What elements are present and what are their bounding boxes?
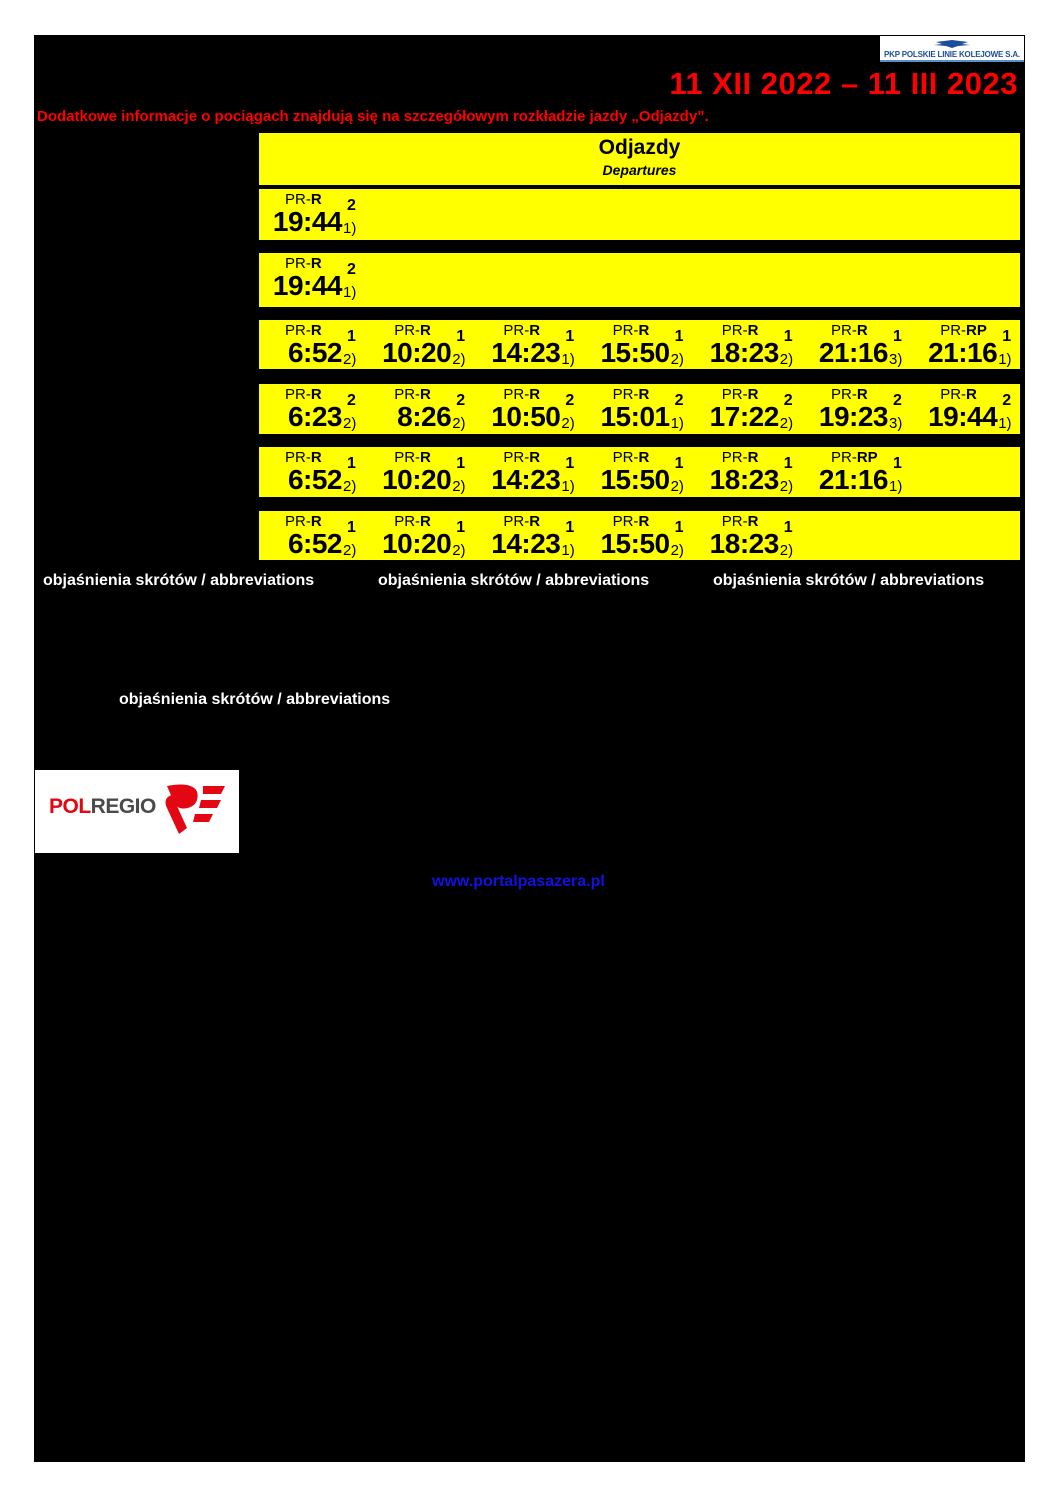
polregio-wordmark — [49, 795, 156, 819]
pkp-logo-text: PKP POLSKIE LINIE KOLEJOWE S.A. — [884, 50, 1020, 59]
pkp-wings-icon — [932, 38, 972, 50]
train-type: R — [638, 449, 650, 466]
departure-time: 18:23 — [709, 528, 779, 559]
departure-entry — [259, 253, 367, 303]
departure-time: 15:01 — [600, 401, 670, 432]
train-class: 1 — [783, 328, 793, 345]
train-type: R — [420, 322, 431, 339]
train-operator: PR- — [394, 513, 421, 530]
train-operator: PR- — [394, 386, 421, 403]
departure-time: 15:50 — [600, 337, 670, 368]
train-type: R — [747, 386, 759, 403]
train-operator: PR- — [503, 513, 530, 530]
train-type: R — [529, 386, 541, 403]
departure-entry — [259, 447, 367, 497]
train-operator: PR- — [503, 449, 530, 466]
train-operator: PR- — [285, 255, 311, 272]
footnote-ref: 2) — [452, 542, 466, 559]
train-operator: PR- — [612, 513, 639, 530]
footnote-ref: 1) — [998, 415, 1012, 432]
train-operator: PR- — [940, 322, 967, 339]
train-operator: PR- — [285, 191, 311, 208]
departure-time: 14:23 — [491, 528, 561, 559]
departure-entry — [368, 384, 476, 434]
train-type: R — [638, 513, 650, 530]
departure-time: 18:23 — [709, 464, 779, 495]
departure-time: 14:23 — [491, 464, 561, 495]
train-class: 1 — [565, 455, 575, 472]
departure-time: 6:52 — [287, 464, 342, 495]
train-operator: PR- — [721, 449, 748, 466]
polregio-pol: POL — [49, 795, 91, 818]
train-operator: PR- — [612, 386, 639, 403]
footnote-ref: 2) — [670, 542, 684, 559]
train-class: 1 — [347, 519, 356, 536]
footnote-ref: 2) — [452, 351, 466, 368]
abbreviations-label-1: objaśnienia skrótów / abbreviations — [43, 572, 315, 589]
train-operator: PR- — [721, 513, 748, 530]
departure-time: 6:52 — [287, 528, 342, 559]
abbreviations-label-4: objaśnienia skrótów / abbreviations — [119, 691, 391, 708]
train-operator: PR- — [285, 449, 311, 466]
departure-row — [258, 319, 1021, 370]
train-type: R — [310, 449, 322, 466]
train-class: 2 — [565, 392, 575, 409]
train-operator: PR- — [394, 322, 421, 339]
footnote-ref: 1) — [343, 220, 357, 237]
train-operator: PR- — [612, 322, 639, 339]
train-class: 2 — [347, 261, 356, 278]
footnote-ref: 2) — [343, 351, 357, 368]
train-class: 2 — [893, 392, 902, 409]
train-class: 1 — [456, 519, 466, 536]
train-type: R — [310, 322, 322, 339]
pkp-logo — [880, 36, 1024, 62]
timetable-sheet — [34, 35, 1025, 1462]
train-type: R — [529, 513, 541, 530]
train-class: 1 — [893, 455, 902, 472]
footnote-ref: 3) — [889, 415, 903, 432]
train-operator: PR- — [831, 322, 857, 339]
footnote-ref: 1) — [670, 415, 684, 432]
departure-entry — [477, 447, 585, 497]
abbreviations-label-3: objaśnienia skrótów / abbreviations — [713, 572, 985, 589]
footnote-ref: 2) — [779, 542, 794, 559]
footnote-ref: 2) — [779, 415, 794, 432]
train-class: 1 — [565, 519, 575, 536]
departure-entry — [587, 384, 695, 434]
departure-entry — [259, 320, 367, 370]
train-class: 2 — [1002, 392, 1012, 409]
departure-time: 21:16 — [818, 337, 888, 368]
header-subtitle: Departures — [602, 162, 677, 178]
footnote-ref: 2) — [561, 415, 575, 432]
train-operator: PR- — [831, 449, 857, 466]
departure-time: 6:23 — [287, 401, 342, 432]
train-class: 1 — [1002, 328, 1012, 345]
departure-time: 14:23 — [491, 337, 561, 368]
departure-row — [258, 510, 1021, 561]
footnote-ref: 2) — [343, 478, 357, 495]
train-type: RP — [856, 449, 878, 466]
train-type: R — [529, 449, 541, 466]
departure-entry — [477, 384, 585, 434]
train-class: 1 — [674, 455, 684, 472]
departure-time: 10:20 — [382, 337, 452, 368]
polregio-arrow-icon — [157, 780, 227, 840]
train-type: R — [420, 449, 431, 466]
footnote-ref: 1) — [889, 478, 903, 495]
train-operator: PR- — [503, 386, 530, 403]
train-operator: PR- — [612, 449, 639, 466]
train-type: R — [856, 322, 868, 339]
train-type: R — [310, 386, 322, 403]
departure-entry — [696, 320, 804, 370]
departure-time: 10:50 — [491, 401, 561, 432]
departure-time: 10:20 — [382, 528, 452, 559]
departure-time: 8:26 — [397, 401, 452, 432]
departure-entry — [587, 511, 695, 561]
departure-entry — [587, 447, 695, 497]
train-type: R — [638, 386, 650, 403]
footnote-ref: 2) — [670, 478, 684, 495]
departure-row — [258, 188, 1021, 241]
train-operator: PR- — [285, 322, 311, 339]
departure-entry — [914, 320, 1022, 370]
train-type: R — [856, 386, 868, 403]
departure-time: 17:22 — [709, 401, 779, 432]
train-class: 1 — [674, 519, 684, 536]
departure-entry — [696, 447, 804, 497]
validity-period: 11 XII 2022 – 11 III 2023 — [669, 66, 1018, 101]
train-operator: PR- — [285, 386, 311, 403]
train-class: 1 — [565, 328, 575, 345]
train-class: 1 — [783, 519, 793, 536]
train-operator: PR- — [721, 386, 748, 403]
train-type: R — [529, 322, 541, 339]
departure-entry — [477, 320, 585, 370]
departure-entry — [259, 189, 367, 239]
footnote-ref: 1) — [561, 542, 575, 559]
train-operator: PR- — [721, 322, 748, 339]
train-operator: PR- — [394, 449, 421, 466]
departure-entry — [368, 511, 476, 561]
footnote-ref: 2) — [343, 542, 357, 559]
train-type: R — [310, 191, 322, 208]
train-type: R — [310, 513, 322, 530]
train-operator: PR- — [503, 322, 530, 339]
departure-entry — [805, 447, 913, 497]
departure-time: 18:23 — [709, 337, 779, 368]
train-class: 2 — [783, 392, 793, 409]
polregio-logo — [35, 770, 239, 853]
departure-entry — [805, 384, 913, 434]
footnote-ref: 2) — [452, 478, 466, 495]
departure-time: 19:44 — [272, 270, 342, 301]
footnote-ref: 3) — [889, 351, 903, 368]
footnote-ref: 1) — [561, 351, 575, 368]
departure-time: 15:50 — [600, 528, 670, 559]
departures-header — [258, 132, 1021, 186]
departure-entry — [805, 320, 913, 370]
departure-entry — [368, 320, 476, 370]
train-class: 2 — [347, 197, 356, 214]
departure-entry — [368, 447, 476, 497]
departure-entry — [259, 511, 367, 561]
departure-row — [258, 383, 1021, 435]
polregio-regio: REGIO — [90, 795, 156, 818]
train-type: RP — [966, 322, 987, 339]
departure-row — [258, 446, 1021, 498]
portal-link[interactable]: www.portalpasazera.pl — [432, 873, 605, 890]
header-title: Odjazdy — [598, 136, 681, 159]
departure-row — [258, 252, 1021, 308]
departure-entry — [914, 384, 1022, 434]
train-class: 2 — [456, 392, 466, 409]
train-type: R — [310, 255, 322, 272]
footnote-ref: 2) — [779, 351, 794, 368]
train-class: 1 — [347, 455, 356, 472]
footnote-ref: 2) — [343, 415, 357, 432]
train-class: 2 — [347, 392, 356, 409]
departure-time: 19:44 — [928, 401, 998, 432]
train-type: R — [420, 513, 431, 530]
departure-entry — [477, 511, 585, 561]
train-class: 1 — [347, 328, 356, 345]
footnote-ref: 2) — [779, 478, 794, 495]
footnote-ref: 2) — [452, 415, 466, 432]
footnote-ref: 1) — [561, 478, 575, 495]
train-type: R — [420, 386, 431, 403]
train-type: R — [638, 322, 650, 339]
train-class: 1 — [783, 455, 793, 472]
departure-time: 15:50 — [600, 464, 670, 495]
departure-time: 21:16 — [818, 464, 888, 495]
info-note: Dodatkowe informacje o pociągach znajdują się na szczegółowym rozkładzie jazdy „Odjazdy”. — [37, 108, 709, 125]
footnote-ref: 1) — [343, 284, 357, 301]
departure-time: 19:44 — [272, 206, 342, 237]
footnote-ref: 2) — [670, 351, 684, 368]
train-operator: PR- — [940, 386, 967, 403]
train-type: R — [966, 386, 977, 403]
train-class: 2 — [674, 392, 684, 409]
departure-time: 21:16 — [928, 337, 998, 368]
departure-time: 19:23 — [818, 401, 888, 432]
train-class: 1 — [893, 328, 902, 345]
departure-entry — [696, 384, 804, 434]
abbreviations-label-2: objaśnienia skrótów / abbreviations — [378, 572, 650, 589]
train-type: R — [747, 322, 759, 339]
train-type: R — [747, 449, 759, 466]
train-type: R — [747, 513, 759, 530]
departure-time: 6:52 — [287, 337, 342, 368]
train-class: 1 — [456, 455, 466, 472]
departure-entry — [696, 511, 804, 561]
departure-time: 10:20 — [382, 464, 452, 495]
departure-entry — [259, 384, 367, 434]
train-operator: PR- — [285, 513, 311, 530]
footnote-ref: 1) — [998, 351, 1012, 368]
departure-entry — [587, 320, 695, 370]
train-class: 1 — [456, 328, 466, 345]
train-operator: PR- — [831, 386, 857, 403]
train-class: 1 — [674, 328, 684, 345]
